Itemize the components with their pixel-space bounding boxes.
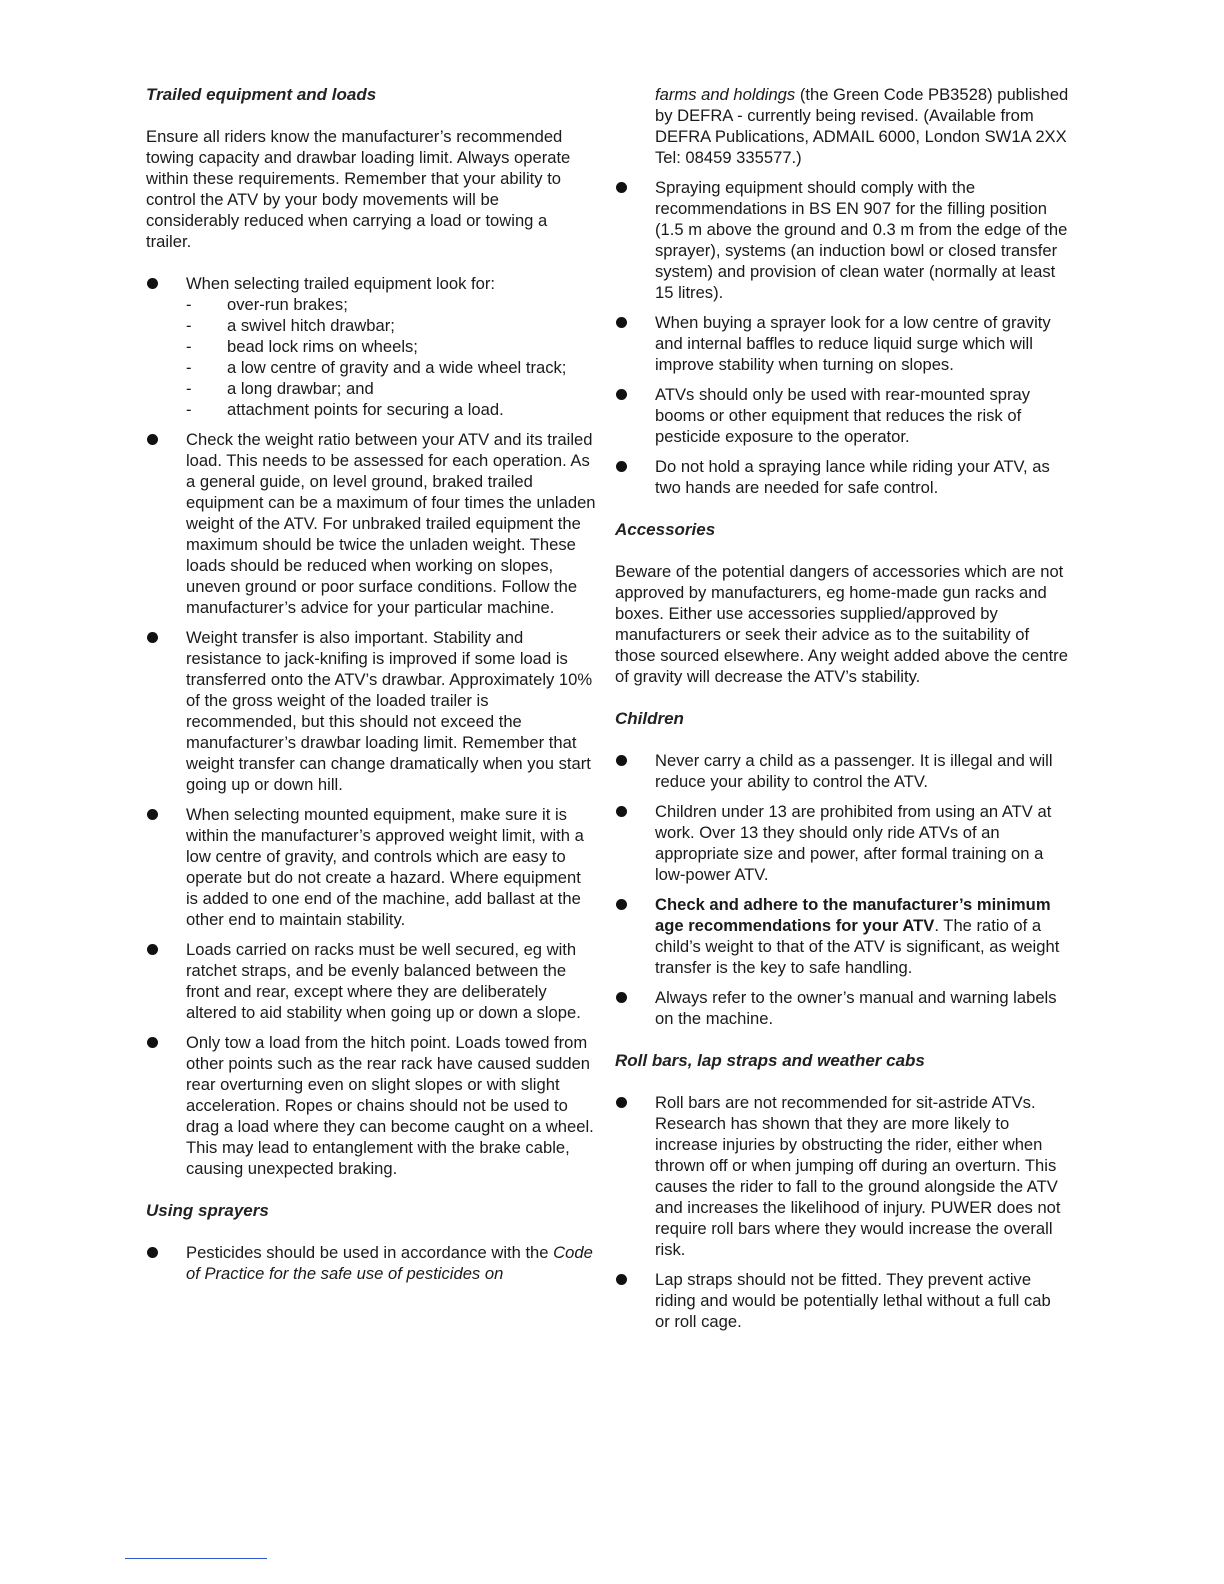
bullet-icon [616, 182, 627, 193]
list-item: Always refer to the owner’s manual and warning labels on the machine. [615, 987, 1070, 1029]
dash-marker: - [186, 316, 192, 335]
list-item: Children under 13 are prohibited from using an ATV at work. Over 13 they should only ride ATVs of an appropriate size and power, after formal training on a low-power ATV. [615, 801, 1070, 885]
sub-list-item: - a long drawbar; and [186, 379, 374, 398]
sub-list [186, 294, 596, 420]
rollbars-bullet-list [615, 1092, 1070, 1332]
accessories-paragraph: Beware of the potential dangers of accessories which are not approved by manufacturers, eg home-made gun racks and boxes. Either use accessories supplied/approved by manufacturers or seek their advice as to the suitability of those sourced elsewhere. Any weight added above the centre of gravity will decrease the ATV’s stability. [615, 562, 1068, 686]
right-column [615, 84, 1070, 1353]
bullet-icon [147, 1247, 158, 1258]
section-heading-accessories: Accessories [615, 520, 716, 539]
children-bullet-list [615, 750, 1070, 1029]
sprayers-bullet-list [146, 1242, 596, 1284]
list-item: Never carry a child as a passenger. It is illegal and will reduce your ability to control the ATV. [615, 750, 1070, 792]
list-item: Do not hold a spraying lance while riding your ATV, as two hands are needed for safe control. [615, 456, 1070, 498]
bullet-icon [616, 899, 627, 910]
list-item: Loads carried on racks must be well secured, eg with ratchet straps, and be evenly balanced between the front and rear, except where they are deliberately altered to aid stability when going up or down a slope. [146, 939, 596, 1023]
list-item: Only tow a load from the hitch point. Loads towed from other points such as the rear rack have caused sudden rear overturning even on slight slopes or with slight acceleration. Ropes or chains should not be used to drag a load where they can become caught on a wheel. This may lead to entanglement with the brake cable, causing unexpected braking. [146, 1032, 596, 1179]
bullet-icon [147, 944, 158, 955]
bullet-icon [147, 809, 158, 820]
bullet-icon [147, 1037, 158, 1048]
bullet-icon [147, 434, 158, 445]
bullet-icon [616, 992, 627, 1003]
dash-marker: - [186, 295, 192, 314]
section-heading-roll-bars: Roll bars, lap straps and weather cabs [615, 1051, 925, 1070]
trailed-intro-paragraph: Ensure all riders know the manufacturer’s recommended towing capacity and drawbar loading limit. Always operate within these requirements. Remember that your ability to control the ATV by your body movements will be considerably reduced when carrying a load or towing a trailer. [146, 127, 571, 251]
list-item: When buying a sprayer look for a low centre of gravity and internal baffles to reduce liquid surge which will improve stability when turning on slopes. [615, 312, 1070, 375]
dash-marker: - [186, 337, 192, 356]
bullet-icon [616, 389, 627, 400]
sub-list-item: - a low centre of gravity and a wide wheel track; [186, 358, 567, 377]
dash-marker: - [186, 400, 192, 419]
list-item: Check the weight ratio between your ATV and its trailed load. This needs to be assessed for each operation. As a general guide, on level ground, braked trailed equipment can be a maximum of four times the unladen weight of the ATV. For unbraked trailed equipment the maximum should be twice the unladen weight. These loads should be reduced when working on slopes, uneven ground or poor surface conditions. Follow the manufacturer’s advice for your particular machine. [146, 429, 596, 618]
dash-marker: - [186, 379, 192, 398]
section-heading-trailed-equipment: Trailed equipment and loads [146, 85, 377, 104]
bullet-icon [147, 278, 158, 289]
bullet-icon [616, 317, 627, 328]
trailed-bullet-list [146, 273, 596, 1179]
footnote-divider [125, 1558, 267, 1559]
dash-marker: - [186, 358, 192, 377]
sprayers-bullet-list-continued [615, 84, 1070, 498]
section-heading-using-sprayers: Using sprayers [146, 1201, 269, 1220]
code-of-practice-title: Code of Practice for the safe use of pesticides on [186, 1243, 593, 1283]
list-item: Pesticides should be used in accordance with the Code of Practice for the safe use of pesticides on [146, 1242, 596, 1284]
list-item: Check and adhere to the manufacturer’s minimum age recommendations for your ATV. The ratio of a child’s weight to that of the ATV is significant, as weight transfer is the key to safe handling. [615, 894, 1070, 978]
bullet-icon [616, 461, 627, 472]
list-item: Roll bars are not recommended for sit-astride ATVs. Research has shown that they are more likely to increase injuries by obstructing the rider, either when thrown off or when jumping off during an overturn. This causes the rider to fall to the ground alongside the ATV and increases the likelihood of injury. PUWER does not require roll bars where they would increase the overall risk. [615, 1092, 1070, 1260]
list-item: Weight transfer is also important. Stability and resistance to jack-knifing is improved if some load is transferred onto the ATV’s drawbar. Approximately 10% of the gross weight of the loaded trailer is recommended, but this should not exceed the manufacturer’s drawbar loading limit. Remember that weight transfer can change dramatically when you start going up or down hill. [146, 627, 596, 795]
list-item: When selecting mounted equipment, make sure it is within the manufacturer’s approved weight limit, with a low centre of gravity, and controls which are easy to operate but do not create a hazard. Where equipment is added to one end of the machine, add ballast at the other end to maintain stability. [146, 804, 596, 930]
bullet-icon [616, 1274, 627, 1285]
list-item: Spraying equipment should comply with the recommendations in BS EN 907 for the filling position (1.5 m above the ground and 0.3 m from the edge of the sprayer), systems (an induction bowl or closed transfer system) and provision of clean water (normally at least 15 litres). [615, 177, 1070, 303]
sub-list-item: - a swivel hitch drawbar; [186, 316, 395, 335]
list-item: Lap straps should not be fitted. They prevent active riding and would be potentially lethal without a full cab or roll cage. [615, 1269, 1070, 1332]
sub-list-item: - attachment points for securing a load. [186, 400, 504, 419]
sub-list-item: - bead lock rims on wheels; [186, 337, 418, 356]
section-heading-children: Children [615, 709, 684, 728]
list-item-continued: farms and holdings (the Green Code PB3528) published by DEFRA - currently being revised. (Available from DEFRA Publications, ADMAIL 6000, London SW1A 2XX Tel: 08459 335577.) [655, 85, 1069, 167]
bullet-icon [616, 806, 627, 817]
age-recommendation-emphasis: Check and adhere to the manufacturer’s minimum age recommendations for your ATV [655, 895, 1051, 935]
sub-list-item: - over-run brakes; [186, 295, 348, 314]
bullet-icon [147, 632, 158, 643]
left-column [146, 84, 596, 1305]
bullet-icon [616, 1097, 627, 1108]
list-item-text: When selecting trailed equipment look for: [186, 274, 495, 293]
list-item: ATVs should only be used with rear-mounted spray booms or other equipment that reduces the risk of pesticide exposure to the operator. [615, 384, 1070, 447]
bullet-icon [616, 755, 627, 766]
list-item [146, 273, 596, 420]
